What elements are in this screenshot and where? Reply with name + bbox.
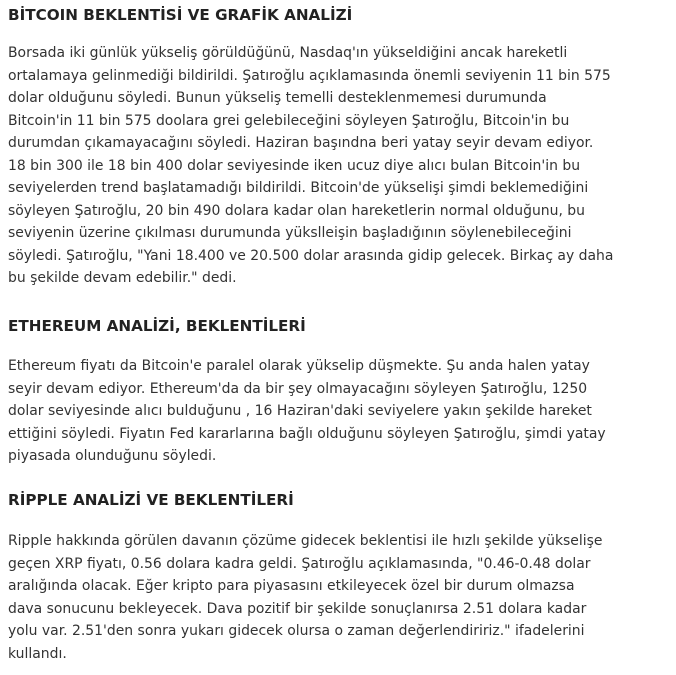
section-paragraph-ethereum [8, 355, 670, 468]
paragraph-line: durumdan çıkamayacağını söyledi. Haziran başındna beri yatay seyir devam ediyor. [8, 135, 594, 151]
paragraph-line: ortalamaya gelinmediği bildirildi. Şatıroğlu açıklamasında önemli seviyenin 11 bin 575 [8, 67, 611, 84]
section-heading-ripple: RİPPLE ANALİZİ VE BEKLENTİLERİ [8, 491, 294, 509]
paragraph-line: seviyelerden trend başlatamadığı bildirildi. Bitcoin'de yükselişi şimdi beklemediğini [8, 180, 589, 196]
paragraph-line: 18 bin 300 ile 18 bin 400 dolar seviyesinde iken ucuz diye alıcı bulan Bitcoin'in bu [8, 157, 581, 174]
paragraph-line: yolu var. 2.51'den sonra yukarı gidecek olursa o zaman değerlendiririz." ifadelerini [8, 623, 585, 639]
section-heading-ethereum: ETHEREUM ANALİZİ, BEKLENTİLERİ [8, 317, 306, 335]
paragraph-line: kullandı. [8, 645, 67, 662]
paragraph-line: Ethereum fiyatı da Bitcoin'e paralel olarak yükselip düşmekte. Şu anda halen yatay [8, 358, 590, 374]
paragraph-line: seviyenin üzerine çıkılması durumunda yükslleişin başladığının söylenebileceğini [8, 225, 572, 241]
paragraph-line: piyasada olunduğunu söyledi. [8, 448, 217, 464]
paragraph-line: Borsada iki günlük yükseliş görüldüğünü, Nasdaq'ın yükseldiğini ancak hareketli [8, 45, 568, 61]
paragraph-line: söyledi. Şatıroğlu, "Yani 18.400 ve 20.500 dolar arasında gidip gelecek. Birkaç ay daha [8, 247, 614, 264]
paragraph-line: söyleyen Şatıroğlu, 20 bin 490 dolara kadar olan hareketlerin normal olduğunu, bu [8, 202, 585, 219]
paragraph-line: dolar olduğunu söyledi. Bunun yükseliş temelli desteklenmemesi durumunda [8, 90, 547, 106]
paragraph-line: bu şekilde devam edebilir." dedi. [8, 270, 237, 286]
paragraph-line: geçen XRP fiyatı, 0.56 dolara kadra geldi. Şatıroğlu açıklamasında, "0.46-0.48 dolar [8, 555, 591, 572]
section-paragraph-bitcoin [8, 42, 670, 290]
paragraph-line: dava sonucunu bekleyecek. Dava pozitif bir şekilde sonuçlanırsa 2.51 dolara kadar [8, 600, 587, 617]
section-paragraph-ripple [8, 530, 670, 665]
paragraph-line: Bitcoin'in 11 bin 575 doolara grei gelebileceğini söyleyen Şatıroğlu, Bitcoin'in bu [8, 112, 570, 129]
paragraph-line: dolar seviyesinde alıcı bulduğunu , 16 Haziran'daki seviyelere yakın şekilde hareket [8, 403, 592, 419]
paragraph-line: seyir devam ediyor. Ethereum'da da bir şey olmayacağını söyleyen Şatıroğlu, 1250 [8, 380, 588, 397]
paragraph-line: Ripple hakkında görülen davanın çözüme gidecek beklentisi ile hızlı şekilde yükselişe [8, 533, 603, 549]
section-heading-bitcoin: BİTCOIN BEKLENTİSİ VE GRAFİK ANALİZİ [8, 6, 353, 24]
paragraph-line: ettiğini söyledi. Fiyatın Fed kararlarına bağlı olduğunu söyleyen Şatıroğlu, şimdi yatay [8, 425, 606, 442]
paragraph-line: aralığında olacak. Eğer kripto para piyasasını etkileyecek özel bir durum olmazsa [8, 578, 575, 594]
